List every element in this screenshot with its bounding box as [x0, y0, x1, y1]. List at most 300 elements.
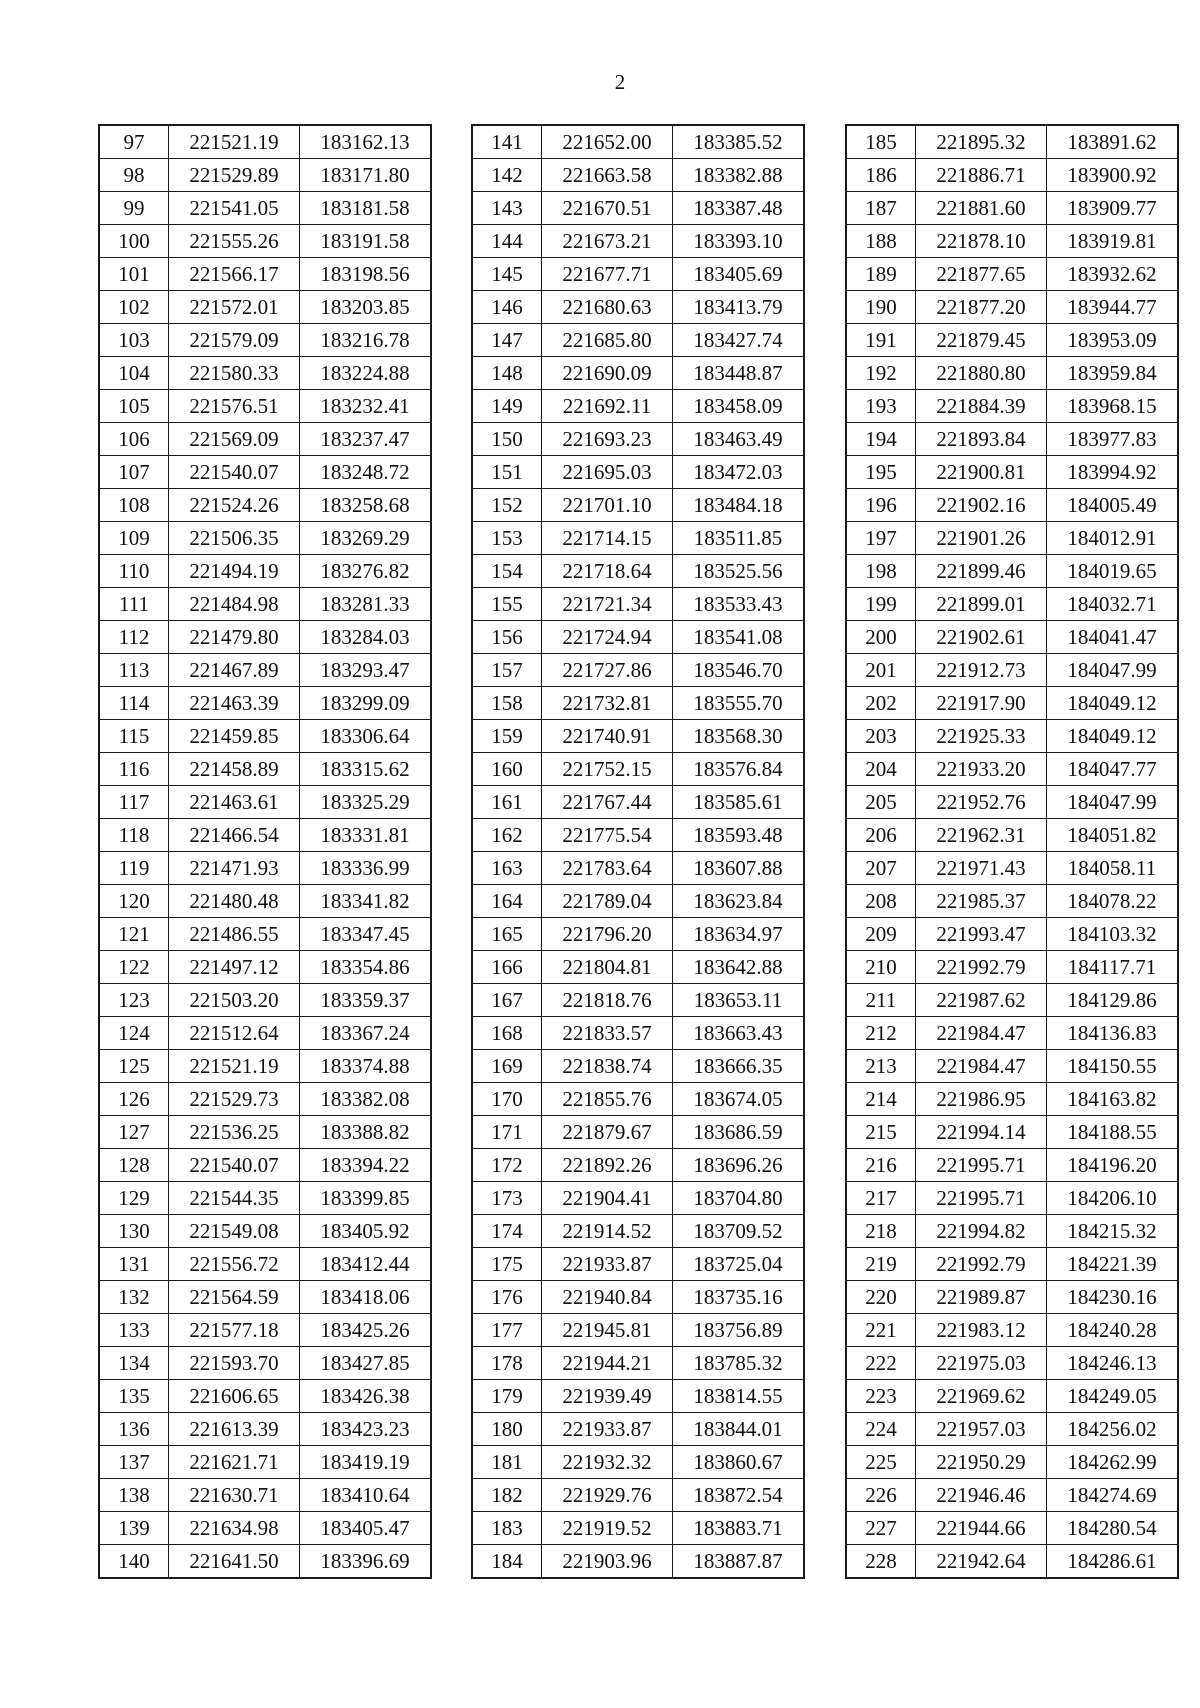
table-row	[846, 258, 1178, 291]
table-row	[472, 984, 804, 1017]
y-coordinate-cell: 183525.56	[673, 555, 805, 588]
y-coordinate-cell: 183994.92	[1047, 456, 1179, 489]
x-coordinate-cell: 221471.93	[169, 852, 300, 885]
point-number-cell: 176	[472, 1281, 542, 1314]
point-number-cell: 111	[99, 588, 169, 621]
table-row	[472, 951, 804, 984]
y-coordinate-cell: 184246.13	[1047, 1347, 1179, 1380]
table-row	[846, 125, 1178, 159]
point-number-cell: 200	[846, 621, 916, 654]
table-row	[99, 1083, 431, 1116]
coordinate-table-1	[98, 124, 432, 1579]
point-number-cell: 157	[472, 654, 542, 687]
table-row	[846, 1083, 1178, 1116]
table-row	[99, 1182, 431, 1215]
y-coordinate-cell: 183541.08	[673, 621, 805, 654]
point-number-cell: 115	[99, 720, 169, 753]
y-coordinate-cell: 183388.82	[300, 1116, 432, 1149]
x-coordinate-cell: 221992.79	[916, 1248, 1047, 1281]
point-number-cell: 171	[472, 1116, 542, 1149]
point-number-cell: 149	[472, 390, 542, 423]
table-row	[472, 1545, 804, 1579]
x-coordinate-cell: 221529.73	[169, 1083, 300, 1116]
table-row	[99, 291, 431, 324]
point-number-cell: 119	[99, 852, 169, 885]
point-number-cell: 97	[99, 125, 169, 159]
y-coordinate-cell: 183585.61	[673, 786, 805, 819]
point-number-cell: 177	[472, 1314, 542, 1347]
point-number-cell: 152	[472, 489, 542, 522]
point-number-cell: 185	[846, 125, 916, 159]
table-row	[99, 390, 431, 423]
x-coordinate-cell: 221940.84	[542, 1281, 673, 1314]
y-coordinate-cell: 183405.47	[300, 1512, 432, 1545]
point-number-cell: 128	[99, 1149, 169, 1182]
x-coordinate-cell: 221540.07	[169, 1149, 300, 1182]
x-coordinate-cell: 221677.71	[542, 258, 673, 291]
point-number-cell: 101	[99, 258, 169, 291]
x-coordinate-cell: 221886.71	[916, 159, 1047, 192]
point-number-cell: 136	[99, 1413, 169, 1446]
x-coordinate-cell: 221789.04	[542, 885, 673, 918]
point-number-cell: 175	[472, 1248, 542, 1281]
table-row	[472, 489, 804, 522]
table-row	[846, 753, 1178, 786]
point-number-cell: 120	[99, 885, 169, 918]
x-coordinate-cell: 221879.45	[916, 324, 1047, 357]
y-coordinate-cell: 183410.64	[300, 1479, 432, 1512]
point-number-cell: 198	[846, 555, 916, 588]
point-number-cell: 112	[99, 621, 169, 654]
x-coordinate-cell: 221944.66	[916, 1512, 1047, 1545]
table-row	[472, 1380, 804, 1413]
table-row	[99, 1281, 431, 1314]
point-number-cell: 191	[846, 324, 916, 357]
x-coordinate-cell: 221879.67	[542, 1116, 673, 1149]
point-number-cell: 213	[846, 1050, 916, 1083]
point-number-cell: 227	[846, 1512, 916, 1545]
x-coordinate-cell: 221593.70	[169, 1347, 300, 1380]
table-row	[472, 291, 804, 324]
point-number-cell: 210	[846, 951, 916, 984]
table-row	[99, 225, 431, 258]
y-coordinate-cell: 183385.52	[673, 125, 805, 159]
table-row	[99, 1248, 431, 1281]
coordinate-table-3	[845, 124, 1179, 1579]
table-row	[846, 324, 1178, 357]
x-coordinate-cell: 221884.39	[916, 390, 1047, 423]
x-coordinate-cell: 221572.01	[169, 291, 300, 324]
point-number-cell: 145	[472, 258, 542, 291]
y-coordinate-cell: 183900.92	[1047, 159, 1179, 192]
table-row	[99, 456, 431, 489]
table-row	[846, 1545, 1178, 1579]
y-coordinate-cell: 184221.39	[1047, 1248, 1179, 1281]
y-coordinate-cell: 184078.22	[1047, 885, 1179, 918]
y-coordinate-cell: 183399.85	[300, 1182, 432, 1215]
x-coordinate-cell: 221541.05	[169, 192, 300, 225]
x-coordinate-cell: 221641.50	[169, 1545, 300, 1579]
point-number-cell: 122	[99, 951, 169, 984]
y-coordinate-cell: 183463.49	[673, 423, 805, 456]
x-coordinate-cell: 221838.74	[542, 1050, 673, 1083]
y-coordinate-cell: 183405.92	[300, 1215, 432, 1248]
y-coordinate-cell: 184262.99	[1047, 1446, 1179, 1479]
y-coordinate-cell: 183511.85	[673, 522, 805, 555]
table-row	[846, 423, 1178, 456]
table-row	[846, 1050, 1178, 1083]
x-coordinate-cell: 221932.32	[542, 1446, 673, 1479]
point-number-cell: 216	[846, 1149, 916, 1182]
point-number-cell: 193	[846, 390, 916, 423]
table-row	[99, 1413, 431, 1446]
coordinate-table-2	[471, 124, 805, 1579]
point-number-cell: 167	[472, 984, 542, 1017]
x-coordinate-cell: 221503.20	[169, 984, 300, 1017]
table-row	[846, 390, 1178, 423]
point-number-cell: 217	[846, 1182, 916, 1215]
y-coordinate-cell: 183382.08	[300, 1083, 432, 1116]
y-coordinate-cell: 183696.26	[673, 1149, 805, 1182]
y-coordinate-cell: 183393.10	[673, 225, 805, 258]
x-coordinate-cell: 221992.79	[916, 951, 1047, 984]
y-coordinate-cell: 184005.49	[1047, 489, 1179, 522]
x-coordinate-cell: 221630.71	[169, 1479, 300, 1512]
x-coordinate-cell: 221919.52	[542, 1512, 673, 1545]
point-number-cell: 142	[472, 159, 542, 192]
point-number-cell: 209	[846, 918, 916, 951]
x-coordinate-cell: 221987.62	[916, 984, 1047, 1017]
table-row	[99, 621, 431, 654]
y-coordinate-cell: 183944.77	[1047, 291, 1179, 324]
x-coordinate-cell: 221994.14	[916, 1116, 1047, 1149]
x-coordinate-cell: 221695.03	[542, 456, 673, 489]
table-row	[472, 885, 804, 918]
point-number-cell: 144	[472, 225, 542, 258]
x-coordinate-cell: 221914.52	[542, 1215, 673, 1248]
y-coordinate-cell: 183224.88	[300, 357, 432, 390]
y-coordinate-cell: 183686.59	[673, 1116, 805, 1149]
point-number-cell: 188	[846, 225, 916, 258]
x-coordinate-cell: 221652.00	[542, 125, 673, 159]
y-coordinate-cell: 183814.55	[673, 1380, 805, 1413]
table-row	[846, 1413, 1178, 1446]
x-coordinate-cell: 221701.10	[542, 489, 673, 522]
table-row	[472, 819, 804, 852]
table-row	[846, 225, 1178, 258]
table-row	[472, 621, 804, 654]
y-coordinate-cell: 183423.23	[300, 1413, 432, 1446]
y-coordinate-cell: 183276.82	[300, 555, 432, 588]
y-coordinate-cell: 183171.80	[300, 159, 432, 192]
x-coordinate-cell: 221673.21	[542, 225, 673, 258]
x-coordinate-cell: 221945.81	[542, 1314, 673, 1347]
y-coordinate-cell: 184117.71	[1047, 951, 1179, 984]
table-row	[99, 1446, 431, 1479]
x-coordinate-cell: 221580.33	[169, 357, 300, 390]
point-number-cell: 102	[99, 291, 169, 324]
x-coordinate-cell: 221680.63	[542, 291, 673, 324]
table-row	[846, 852, 1178, 885]
table-row	[846, 687, 1178, 720]
table-row	[846, 885, 1178, 918]
x-coordinate-cell: 221564.59	[169, 1281, 300, 1314]
y-coordinate-cell: 183653.11	[673, 984, 805, 1017]
y-coordinate-cell: 183418.06	[300, 1281, 432, 1314]
y-coordinate-cell: 183427.74	[673, 324, 805, 357]
x-coordinate-cell: 221506.35	[169, 522, 300, 555]
point-number-cell: 219	[846, 1248, 916, 1281]
x-coordinate-cell: 221692.11	[542, 390, 673, 423]
table-row	[99, 324, 431, 357]
y-coordinate-cell: 183533.43	[673, 588, 805, 621]
x-coordinate-cell: 221892.26	[542, 1149, 673, 1182]
table-row	[472, 918, 804, 951]
table-row	[99, 984, 431, 1017]
y-coordinate-cell: 184274.69	[1047, 1479, 1179, 1512]
y-coordinate-cell: 183968.15	[1047, 390, 1179, 423]
table-row	[99, 1347, 431, 1380]
y-coordinate-cell: 183546.70	[673, 654, 805, 687]
y-coordinate-cell: 183181.58	[300, 192, 432, 225]
x-coordinate-cell: 221569.09	[169, 423, 300, 456]
x-coordinate-cell: 221804.81	[542, 951, 673, 984]
x-coordinate-cell: 221818.76	[542, 984, 673, 1017]
table-row	[846, 786, 1178, 819]
x-coordinate-cell: 221577.18	[169, 1314, 300, 1347]
x-coordinate-cell: 221900.81	[916, 456, 1047, 489]
point-number-cell: 147	[472, 324, 542, 357]
y-coordinate-cell: 183299.09	[300, 687, 432, 720]
y-coordinate-cell: 183953.09	[1047, 324, 1179, 357]
table-row	[846, 456, 1178, 489]
table-row	[99, 357, 431, 390]
y-coordinate-cell: 183367.24	[300, 1017, 432, 1050]
x-coordinate-cell: 221952.76	[916, 786, 1047, 819]
x-coordinate-cell: 221783.64	[542, 852, 673, 885]
point-number-cell: 192	[846, 357, 916, 390]
x-coordinate-cell: 221613.39	[169, 1413, 300, 1446]
table-row	[846, 720, 1178, 753]
x-coordinate-cell: 221975.03	[916, 1347, 1047, 1380]
y-coordinate-cell: 184051.82	[1047, 819, 1179, 852]
point-number-cell: 168	[472, 1017, 542, 1050]
table-row	[846, 984, 1178, 1017]
x-coordinate-cell: 221984.47	[916, 1017, 1047, 1050]
table-row	[846, 918, 1178, 951]
table-row	[99, 786, 431, 819]
y-coordinate-cell: 183191.58	[300, 225, 432, 258]
table-row	[99, 1017, 431, 1050]
x-coordinate-cell: 221942.64	[916, 1545, 1047, 1579]
point-number-cell: 214	[846, 1083, 916, 1116]
point-number-cell: 194	[846, 423, 916, 456]
x-coordinate-cell: 221606.65	[169, 1380, 300, 1413]
point-number-cell: 212	[846, 1017, 916, 1050]
table-row	[472, 357, 804, 390]
x-coordinate-cell: 221529.89	[169, 159, 300, 192]
point-number-cell: 98	[99, 159, 169, 192]
x-coordinate-cell: 221494.19	[169, 555, 300, 588]
y-coordinate-cell: 183354.86	[300, 951, 432, 984]
x-coordinate-cell: 221621.71	[169, 1446, 300, 1479]
table-row	[99, 125, 431, 159]
x-coordinate-cell: 221685.80	[542, 324, 673, 357]
point-number-cell: 178	[472, 1347, 542, 1380]
table-row	[846, 1149, 1178, 1182]
table-row	[472, 654, 804, 687]
y-coordinate-cell: 183663.43	[673, 1017, 805, 1050]
point-number-cell: 137	[99, 1446, 169, 1479]
y-coordinate-cell: 183887.87	[673, 1545, 805, 1579]
y-coordinate-cell: 184280.54	[1047, 1512, 1179, 1545]
y-coordinate-cell: 183425.26	[300, 1314, 432, 1347]
point-number-cell: 117	[99, 786, 169, 819]
table-row	[99, 588, 431, 621]
point-number-cell: 151	[472, 456, 542, 489]
x-coordinate-cell: 221944.21	[542, 1347, 673, 1380]
y-coordinate-cell: 183458.09	[673, 390, 805, 423]
table-row	[846, 489, 1178, 522]
x-coordinate-cell: 221721.34	[542, 588, 673, 621]
table-row	[472, 125, 804, 159]
page-number: 2	[614, 70, 626, 94]
x-coordinate-cell: 221566.17	[169, 258, 300, 291]
point-number-cell: 146	[472, 291, 542, 324]
y-coordinate-cell: 183607.88	[673, 852, 805, 885]
x-coordinate-cell: 221881.60	[916, 192, 1047, 225]
y-coordinate-cell: 184058.11	[1047, 852, 1179, 885]
x-coordinate-cell: 221985.37	[916, 885, 1047, 918]
y-coordinate-cell: 183315.62	[300, 753, 432, 786]
y-coordinate-cell: 183593.48	[673, 819, 805, 852]
y-coordinate-cell: 184049.12	[1047, 687, 1179, 720]
y-coordinate-cell: 184019.65	[1047, 555, 1179, 588]
table-row	[846, 1116, 1178, 1149]
x-coordinate-cell: 221521.19	[169, 125, 300, 159]
table-row	[472, 1083, 804, 1116]
table-row	[472, 1281, 804, 1314]
table-row	[99, 555, 431, 588]
x-coordinate-cell: 221732.81	[542, 687, 673, 720]
table-row	[472, 324, 804, 357]
point-number-cell: 206	[846, 819, 916, 852]
x-coordinate-cell: 221480.48	[169, 885, 300, 918]
table-row	[472, 225, 804, 258]
y-coordinate-cell: 183919.81	[1047, 225, 1179, 258]
x-coordinate-cell: 221718.64	[542, 555, 673, 588]
y-coordinate-cell: 183426.38	[300, 1380, 432, 1413]
table-row	[99, 1116, 431, 1149]
table-row	[846, 1314, 1178, 1347]
x-coordinate-cell: 221971.43	[916, 852, 1047, 885]
y-coordinate-cell: 184249.05	[1047, 1380, 1179, 1413]
y-coordinate-cell: 183336.99	[300, 852, 432, 885]
y-coordinate-cell: 183860.67	[673, 1446, 805, 1479]
point-number-cell: 173	[472, 1182, 542, 1215]
y-coordinate-cell: 183293.47	[300, 654, 432, 687]
x-coordinate-cell: 221458.89	[169, 753, 300, 786]
x-coordinate-cell: 221549.08	[169, 1215, 300, 1248]
x-coordinate-cell: 221901.26	[916, 522, 1047, 555]
y-coordinate-cell: 183331.81	[300, 819, 432, 852]
table-row	[99, 951, 431, 984]
table-row	[99, 489, 431, 522]
y-coordinate-cell: 183341.82	[300, 885, 432, 918]
point-number-cell: 109	[99, 522, 169, 555]
y-coordinate-cell: 183396.69	[300, 1545, 432, 1579]
y-coordinate-cell: 183844.01	[673, 1413, 805, 1446]
point-number-cell: 126	[99, 1083, 169, 1116]
point-number-cell: 131	[99, 1248, 169, 1281]
point-number-cell: 203	[846, 720, 916, 753]
x-coordinate-cell: 221877.20	[916, 291, 1047, 324]
y-coordinate-cell: 184286.61	[1047, 1545, 1179, 1579]
x-coordinate-cell: 221521.19	[169, 1050, 300, 1083]
y-coordinate-cell: 183258.68	[300, 489, 432, 522]
y-coordinate-cell: 183281.33	[300, 588, 432, 621]
x-coordinate-cell: 221796.20	[542, 918, 673, 951]
x-coordinate-cell: 221775.54	[542, 819, 673, 852]
table-row	[472, 720, 804, 753]
table-row	[472, 786, 804, 819]
point-number-cell: 204	[846, 753, 916, 786]
table-row	[846, 588, 1178, 621]
table-row	[472, 456, 804, 489]
x-coordinate-cell: 221536.25	[169, 1116, 300, 1149]
table-row	[99, 1380, 431, 1413]
table-row	[472, 1215, 804, 1248]
table-row	[99, 192, 431, 225]
point-number-cell: 228	[846, 1545, 916, 1579]
y-coordinate-cell: 183412.44	[300, 1248, 432, 1281]
table-row	[472, 1149, 804, 1182]
table-row	[99, 1050, 431, 1083]
point-number-cell: 186	[846, 159, 916, 192]
table-row	[472, 1446, 804, 1479]
table-row	[472, 852, 804, 885]
table-row	[99, 1215, 431, 1248]
x-coordinate-cell: 221576.51	[169, 390, 300, 423]
point-number-cell: 116	[99, 753, 169, 786]
x-coordinate-cell: 221950.29	[916, 1446, 1047, 1479]
x-coordinate-cell: 221670.51	[542, 192, 673, 225]
table-row	[846, 522, 1178, 555]
point-number-cell: 135	[99, 1380, 169, 1413]
point-number-cell: 169	[472, 1050, 542, 1083]
y-coordinate-cell: 183387.48	[673, 192, 805, 225]
point-number-cell: 103	[99, 324, 169, 357]
table-row	[472, 1479, 804, 1512]
y-coordinate-cell: 183634.97	[673, 918, 805, 951]
point-number-cell: 133	[99, 1314, 169, 1347]
table-row	[846, 1512, 1178, 1545]
y-coordinate-cell: 184041.47	[1047, 621, 1179, 654]
x-coordinate-cell: 221993.47	[916, 918, 1047, 951]
table-row	[846, 1479, 1178, 1512]
point-number-cell: 125	[99, 1050, 169, 1083]
y-coordinate-cell: 183448.87	[673, 357, 805, 390]
y-coordinate-cell: 183909.77	[1047, 192, 1179, 225]
x-coordinate-cell: 221690.09	[542, 357, 673, 390]
table-row	[846, 192, 1178, 225]
x-coordinate-cell: 221933.87	[542, 1413, 673, 1446]
point-number-cell: 190	[846, 291, 916, 324]
point-number-cell: 180	[472, 1413, 542, 1446]
point-number-cell: 174	[472, 1215, 542, 1248]
table-row	[99, 885, 431, 918]
x-coordinate-cell: 221946.46	[916, 1479, 1047, 1512]
